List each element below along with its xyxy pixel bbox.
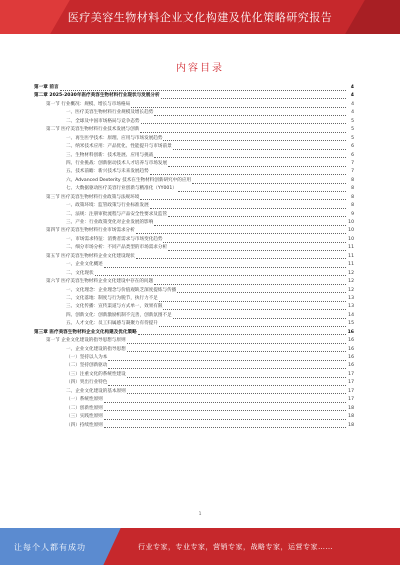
toc-entry-page: 18 xyxy=(348,405,354,411)
toc-entry-page: 4 xyxy=(351,110,354,116)
toc-entry-page: 13 xyxy=(348,295,354,301)
page-number: 1 xyxy=(198,512,202,517)
toc-entry[interactable] xyxy=(34,422,354,430)
toc-entry-text: 一、企业文化建设的指导思想 xyxy=(66,346,126,352)
toc-entry[interactable] xyxy=(34,143,354,151)
toc-entry-text: 三、产业：行业政策变化对企业发展的影响 xyxy=(66,220,154,225)
toc-entry[interactable] xyxy=(34,413,354,421)
toc-leader-dots xyxy=(136,254,346,259)
toc-entry-page: 6 xyxy=(351,152,354,158)
toc-entry-page: 18 xyxy=(348,414,354,420)
toc-leader-dots xyxy=(173,314,346,319)
toc-entry[interactable] xyxy=(34,405,354,413)
toc-entry[interactable] xyxy=(34,101,354,109)
toc-entry[interactable] xyxy=(34,362,354,370)
toc-entry[interactable] xyxy=(34,84,354,92)
toc-leader-dots xyxy=(150,170,346,175)
toc-entry[interactable] xyxy=(34,303,354,311)
toc-entry[interactable] xyxy=(34,227,354,235)
toc-entry[interactable] xyxy=(34,236,354,244)
toc-entry-text: 第二章 2025-2030年医疗美容生物材料行业现状与发展分析 xyxy=(34,93,160,99)
toc-entry-page: 13 xyxy=(348,304,354,310)
toc-entry-page: 10 xyxy=(348,220,354,225)
toc-entry-text: 七、大数据驱动医疗美容行业创新与精准化（YY001） xyxy=(66,186,177,192)
toc-entry-page: 4 xyxy=(350,85,354,90)
toc-entry-text: 二、细分市场分析：不同产品类型的市场需求分析 xyxy=(66,245,168,251)
toc-leader-dots xyxy=(108,364,346,369)
toc-leader-dots xyxy=(168,246,346,251)
toc-entry-text: 二、文化现状 xyxy=(66,270,94,276)
report-title: 医疗美容生物材料企业文化构建及优化策略研究报告 xyxy=(67,11,333,24)
toc-entry[interactable] xyxy=(34,320,354,328)
toc-entry[interactable] xyxy=(34,287,354,295)
toc-entry-text: （四）持续性原则 xyxy=(66,422,103,428)
toc-entry-page: 17 xyxy=(348,371,354,377)
toc-leader-dots xyxy=(136,229,346,234)
toc-entry[interactable] xyxy=(34,244,354,252)
toc-entry[interactable] xyxy=(34,261,354,269)
toc-entry[interactable] xyxy=(34,177,354,185)
toc-heading: 内容目录 xyxy=(176,63,224,74)
toc-entry-page: 8 xyxy=(351,194,354,200)
toc-entry-text: 第一节 企业文化建设的指导思想与原则 xyxy=(46,338,126,344)
toc-entry-text: （一）坚持以人为本 xyxy=(66,355,108,360)
toc-leader-dots xyxy=(177,288,346,293)
toc-entry[interactable] xyxy=(34,371,354,379)
toc-entry-text: （二）创新性原则 xyxy=(66,405,103,411)
toc-entry-text: 第一节 行业概况：规模、增长与市场格局 xyxy=(46,101,131,107)
toc-entry-page: 11 xyxy=(348,262,354,268)
toc-leader-dots xyxy=(163,136,346,141)
toc-entry[interactable] xyxy=(34,346,354,354)
toc-entry[interactable] xyxy=(34,396,354,404)
toc-entry-page: 10 xyxy=(348,228,354,234)
toc-entry-text: （四）突出行业特色 xyxy=(66,380,108,386)
toc-leader-dots xyxy=(154,221,346,226)
toc-leader-dots xyxy=(154,280,346,285)
toc-entry-page: 16 xyxy=(348,355,354,360)
toc-entry[interactable] xyxy=(34,379,354,387)
toc-leader-dots xyxy=(104,406,346,411)
toc-entry-text: 一、再生医学技术：原理、应用与市场发展趋势 xyxy=(66,135,163,141)
toc-entry-text: （一）系统性原则 xyxy=(66,397,103,403)
toc-leader-dots xyxy=(159,297,346,302)
toc-entry[interactable] xyxy=(34,337,354,345)
toc-leader-dots xyxy=(154,153,346,158)
toc-entry-text: 二、法规：注册审批流程与产品安全性要求及监管 xyxy=(66,211,168,217)
toc-entry-page: 5 xyxy=(351,127,354,133)
toc-entry-page: 15 xyxy=(348,321,354,327)
toc-entry-page: 16 xyxy=(348,363,354,369)
footer-services: 行业专家，专业专家，营销专家，战略专家，运营专家…… xyxy=(138,543,333,551)
toc-leader-dots xyxy=(150,204,346,209)
toc-entry-page: 7 xyxy=(351,160,354,166)
toc-entry-page: 7 xyxy=(351,169,354,175)
toc-entry[interactable] xyxy=(34,152,354,160)
toc-entry-page: 17 xyxy=(348,397,354,403)
page-header xyxy=(0,0,400,34)
toc-leader-dots xyxy=(161,94,346,99)
toc-entry-text: 一、企业文化概述 xyxy=(66,262,103,268)
toc-entry-text: 第四节 医疗美容生物材料行业市场需求分析 xyxy=(46,228,135,234)
toc-entry-page: 16 xyxy=(348,346,354,352)
toc-entry-text: 二、文化落地：制度与行为脱节，执行力不足 xyxy=(66,295,158,301)
toc-entry-text: 第五节 医疗美容生物材料企业文化建设现状 xyxy=(46,253,135,259)
toc-entry[interactable] xyxy=(34,185,354,193)
toc-entry[interactable] xyxy=(34,329,354,337)
toc-leader-dots xyxy=(104,423,346,428)
toc-entry-page: 8 xyxy=(351,177,354,183)
toc-entry-text: 第三章 医疗美容生物材料企业文化构建及优化策略 xyxy=(34,329,137,335)
toc-entry[interactable] xyxy=(34,312,354,320)
toc-entry-text: 二、企业文化建设的基本原则 xyxy=(66,388,126,394)
toc-entry-text: 第六节 医疗美容生物材料企业文化建设中存在的问题 xyxy=(46,279,154,285)
toc-entry-page: 6 xyxy=(351,144,354,150)
toc-leader-dots xyxy=(163,238,346,243)
toc-entry-text: 第三节 医疗美容生物材料行业政策与法规环境 xyxy=(46,194,140,200)
toc-leader-dots xyxy=(108,381,346,386)
toc-entry-page: 9 xyxy=(351,211,354,217)
toc-entry-text: 五、技术前瞻：新兴技术与未来发展趋势 xyxy=(66,169,149,175)
toc-entry-text: 一、医疗美容生物材料行业规模及增长趋势 xyxy=(66,110,154,116)
toc-entry[interactable] xyxy=(34,211,354,219)
toc-entry-page: 8 xyxy=(351,203,354,209)
toc-entry[interactable] xyxy=(34,354,354,362)
toc-entry-text: 第一章 前言 xyxy=(34,85,59,90)
toc-entry[interactable] xyxy=(34,202,354,210)
toc-leader-dots xyxy=(95,271,346,276)
toc-leader-dots xyxy=(127,347,346,352)
toc-entry[interactable] xyxy=(34,253,354,261)
toc-entry[interactable] xyxy=(34,295,354,303)
toc-leader-dots xyxy=(140,195,346,200)
toc-leader-dots xyxy=(108,356,346,361)
toc-entry[interactable] xyxy=(34,118,354,126)
toc-entry[interactable] xyxy=(34,160,354,168)
toc-entry-text: （二）坚持创新驱动 xyxy=(66,363,108,369)
toc-leader-dots xyxy=(127,389,346,394)
toc-entry-page: 12 xyxy=(348,287,354,293)
table-of-contents xyxy=(34,84,354,430)
toc-leader-dots xyxy=(159,322,346,327)
toc-leader-dots xyxy=(140,128,346,133)
toc-entry-text: 六、Advanced Dexterity 技术在生物材料创新研究中的应用 xyxy=(66,177,192,183)
toc-leader-dots xyxy=(104,263,346,268)
toc-entry-page: 11 xyxy=(348,245,354,251)
toc-leader-dots xyxy=(104,415,346,420)
footer-slogan: 让每个人都有成功 xyxy=(14,543,86,552)
toc-leader-dots xyxy=(131,103,346,108)
toc-entry[interactable] xyxy=(34,219,354,227)
toc-entry-page: 18 xyxy=(348,422,354,428)
toc-entry-text: 二、全球及中国市场格局与竞争态势 xyxy=(66,118,140,124)
toc-entry-text: （三）注重文化的系统性建设 xyxy=(66,371,126,377)
toc-entry-page: 17 xyxy=(348,380,354,386)
toc-entry-page: 11 xyxy=(348,253,354,259)
toc-leader-dots xyxy=(168,212,346,217)
toc-leader-dots xyxy=(127,339,346,344)
toc-entry-page: 5 xyxy=(351,118,354,124)
toc-entry-text: 三、生物材料创新：技术进展、应用与挑战 xyxy=(66,152,154,158)
toc-entry[interactable] xyxy=(34,168,354,176)
toc-entry-page: 17 xyxy=(348,388,354,394)
toc-leader-dots xyxy=(138,330,346,335)
toc-leader-dots xyxy=(60,86,346,91)
toc-entry-text: 三、文化传播：宣传渠道与方式单一，效果有限 xyxy=(66,304,163,310)
toc-entry[interactable] xyxy=(34,135,354,143)
toc-entry-page: 16 xyxy=(347,329,354,335)
toc-entry-text: 五、人才文化：员工归属感与凝聚力有待提升 xyxy=(66,321,158,327)
toc-leader-dots xyxy=(163,305,346,310)
toc-entry[interactable] xyxy=(34,109,354,117)
toc-entry[interactable] xyxy=(34,126,354,134)
toc-entry-text: （三）实践性原则 xyxy=(66,414,103,420)
toc-entry-text: 四、创新文化：创新激励机制不完善，创新氛围不足 xyxy=(66,312,172,318)
page-footer xyxy=(0,528,400,565)
toc-entry-page: 5 xyxy=(351,135,354,141)
toc-leader-dots xyxy=(141,119,346,124)
toc-entry[interactable] xyxy=(34,388,354,396)
toc-entry-page: 4 xyxy=(350,93,354,99)
toc-entry-page: 12 xyxy=(348,270,354,276)
toc-entry[interactable] xyxy=(34,278,354,286)
toc-entry-text: 二、纳米技术应用：产品优化、性能提升与市场前景 xyxy=(66,144,172,150)
toc-entry-text: 第二节 医疗美容生物材料行业技术发展与创新 xyxy=(46,127,140,133)
toc-leader-dots xyxy=(173,145,346,150)
toc-entry-text: 一、文化理念：企业理念与价值观缺乏深度提炼与传播 xyxy=(66,287,177,293)
toc-entry-page: 10 xyxy=(348,236,354,242)
toc-entry[interactable] xyxy=(34,270,354,278)
toc-leader-dots xyxy=(168,162,346,167)
toc-entry[interactable] xyxy=(34,92,354,100)
toc-entry-text: 一、市场需求特征：消费者需求与市场变化趋势 xyxy=(66,236,163,242)
toc-leader-dots xyxy=(104,398,346,403)
toc-leader-dots xyxy=(127,373,346,378)
toc-leader-dots xyxy=(192,179,346,184)
toc-entry[interactable] xyxy=(34,194,354,202)
toc-leader-dots xyxy=(178,187,346,192)
toc-entry-page: 8 xyxy=(351,186,354,192)
toc-entry-page: 4 xyxy=(351,101,354,107)
toc-entry-page: 12 xyxy=(348,279,354,285)
toc-entry-text: 一、政策环境：监管政策与行业标准发展 xyxy=(66,203,149,209)
toc-entry-page: 14 xyxy=(348,312,354,318)
toc-entry-page: 16 xyxy=(348,338,354,344)
toc-entry-text: 四、行业挑战：创新驱动技术人才培养与市场发展 xyxy=(66,160,168,166)
toc-leader-dots xyxy=(154,111,346,116)
